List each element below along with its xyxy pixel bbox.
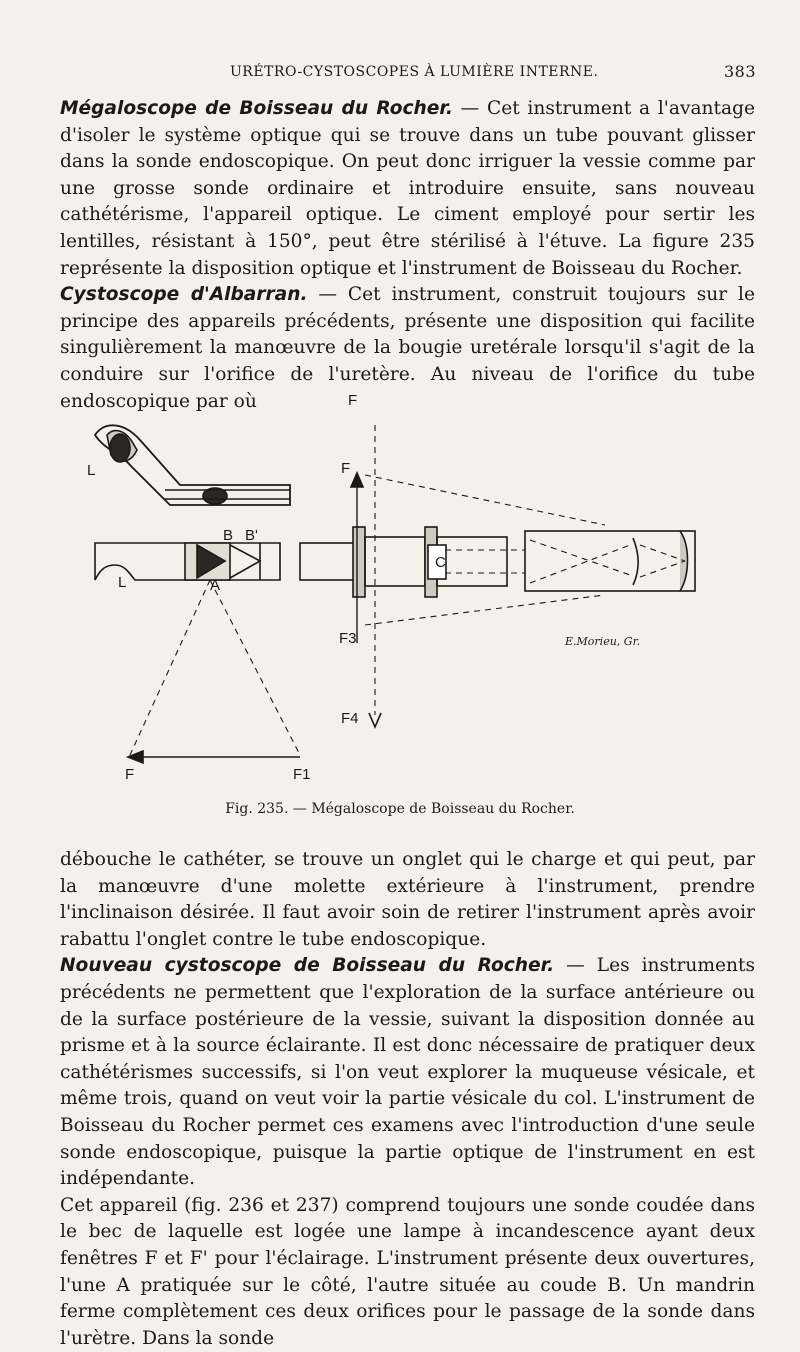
- label-F-bottom: F: [125, 766, 135, 783]
- paragraph-appareil: Cet appareil (fig. 236 et 237) comprend toujours une sonde coudée dans le bec de laquelle est logée une lampe à incandescence ayant deux fenêtres F et F' pour l'éclairage. L'instrument présente deux ouvertures, l'une A pratiquée sur le côté, l'autre située au coude B. Un mandrin ferme complètement ces deux orifices pour le passage de la sonde dans l'urètre. Dans la sonde: [60, 1194, 755, 1349]
- running-header: [60, 60, 760, 86]
- label-F1: F1: [293, 766, 311, 783]
- section-heading-nouveau: Nouveau cystoscope de Boisseau du Rocher.: [60, 955, 555, 977]
- section-heading-megaloscope: Mégaloscope de Boisseau du Rocher.: [60, 98, 453, 119]
- figure-235-diagram: [85, 395, 725, 795]
- paragraph-megaloscope-text: — Cet instrument a l'avantage d'isoler le système optique qui se trouve dans un tube pouvant glisser dans la sonde endoscopique. On peut donc irriguer la vessie comme par une grosse sonde ordinaire et introduire ensuite, sans nouveau cathétérisme, l'appareil optique. Le ciment employé pour sertir les lentilles, résistant à 150°, peut être stérilisé à l'étuve. La figure 235 représente la disposition optique et l'instrument de Boisseau du Rocher.: [60, 98, 755, 279]
- label-L-lower: L: [118, 574, 127, 591]
- label-B: B: [223, 527, 234, 544]
- text-block-bottom: [60, 847, 755, 1352]
- text-block-top: [60, 96, 755, 415]
- figure-caption: Fig. 235. — Mégaloscope de Boisseau du Rocher.: [225, 801, 575, 817]
- paragraph-albarran-text: — Cet instrument, construit toujours sur le principe des appareils précédents, présente une disposition qui facilite singulièrement la manœuvre de la bougie uretérale lorsqu'il s'agit de la conduire sur l'orifice de l'uretère. Au niveau de l'orifice du tube endoscopique par où: [60, 284, 755, 412]
- label-B-prime: B': [245, 527, 258, 544]
- label-L-upper: L: [87, 462, 96, 479]
- label-F-mid: F: [341, 460, 351, 477]
- label-F3: F3: [339, 630, 357, 647]
- section-heading-albarran: Cystoscope d'Albarran.: [60, 284, 308, 306]
- paragraph-megaloscope: [60, 96, 755, 282]
- engraver-signature: E.Morieu, Gr.: [565, 635, 641, 648]
- label-F-top: F: [348, 395, 358, 409]
- running-title: URÉTRO-CYSTOSCOPES À LUMIÈRE INTERNE.: [230, 64, 599, 80]
- upper-instrument: [95, 425, 290, 505]
- paragraph-nouveau-text: — Les instruments précédents ne permettent que l'exploration de la surface antérieure ou de la surface postérieure de la vessie, suivant la disposition donnée au prisme et à la source éclairante. Il est donc nécessaire de pratiquer deux cathétérismes successifs, si l'on veut explorer la muqueuse vésicale, et même trois, quand on veut voir la partie vésicale du col. L'instrument de Boisseau du Rocher permet ces examens avec l'introduction d'une seule sonde endoscopique, puisque la partie optique de l'instrument en est indépendante.: [60, 955, 755, 1190]
- label-C: C: [435, 554, 446, 571]
- page-number: 383: [723, 62, 756, 81]
- label-A: A: [210, 577, 221, 594]
- paragraph-nouveau: [60, 953, 755, 1192]
- paragraph-albarran-continued: débouche le cathéter, se trouve un onglet qui le charge et qui peut, par la manœuvre d'une molette extérieure à l'instrument, prendre l'inclinaison désirée. Il faut avoir soin de retirer l'instrument après avoir rabattu l'onglet contre le tube endoscopique.: [60, 849, 755, 950]
- label-F4: F4: [341, 710, 359, 727]
